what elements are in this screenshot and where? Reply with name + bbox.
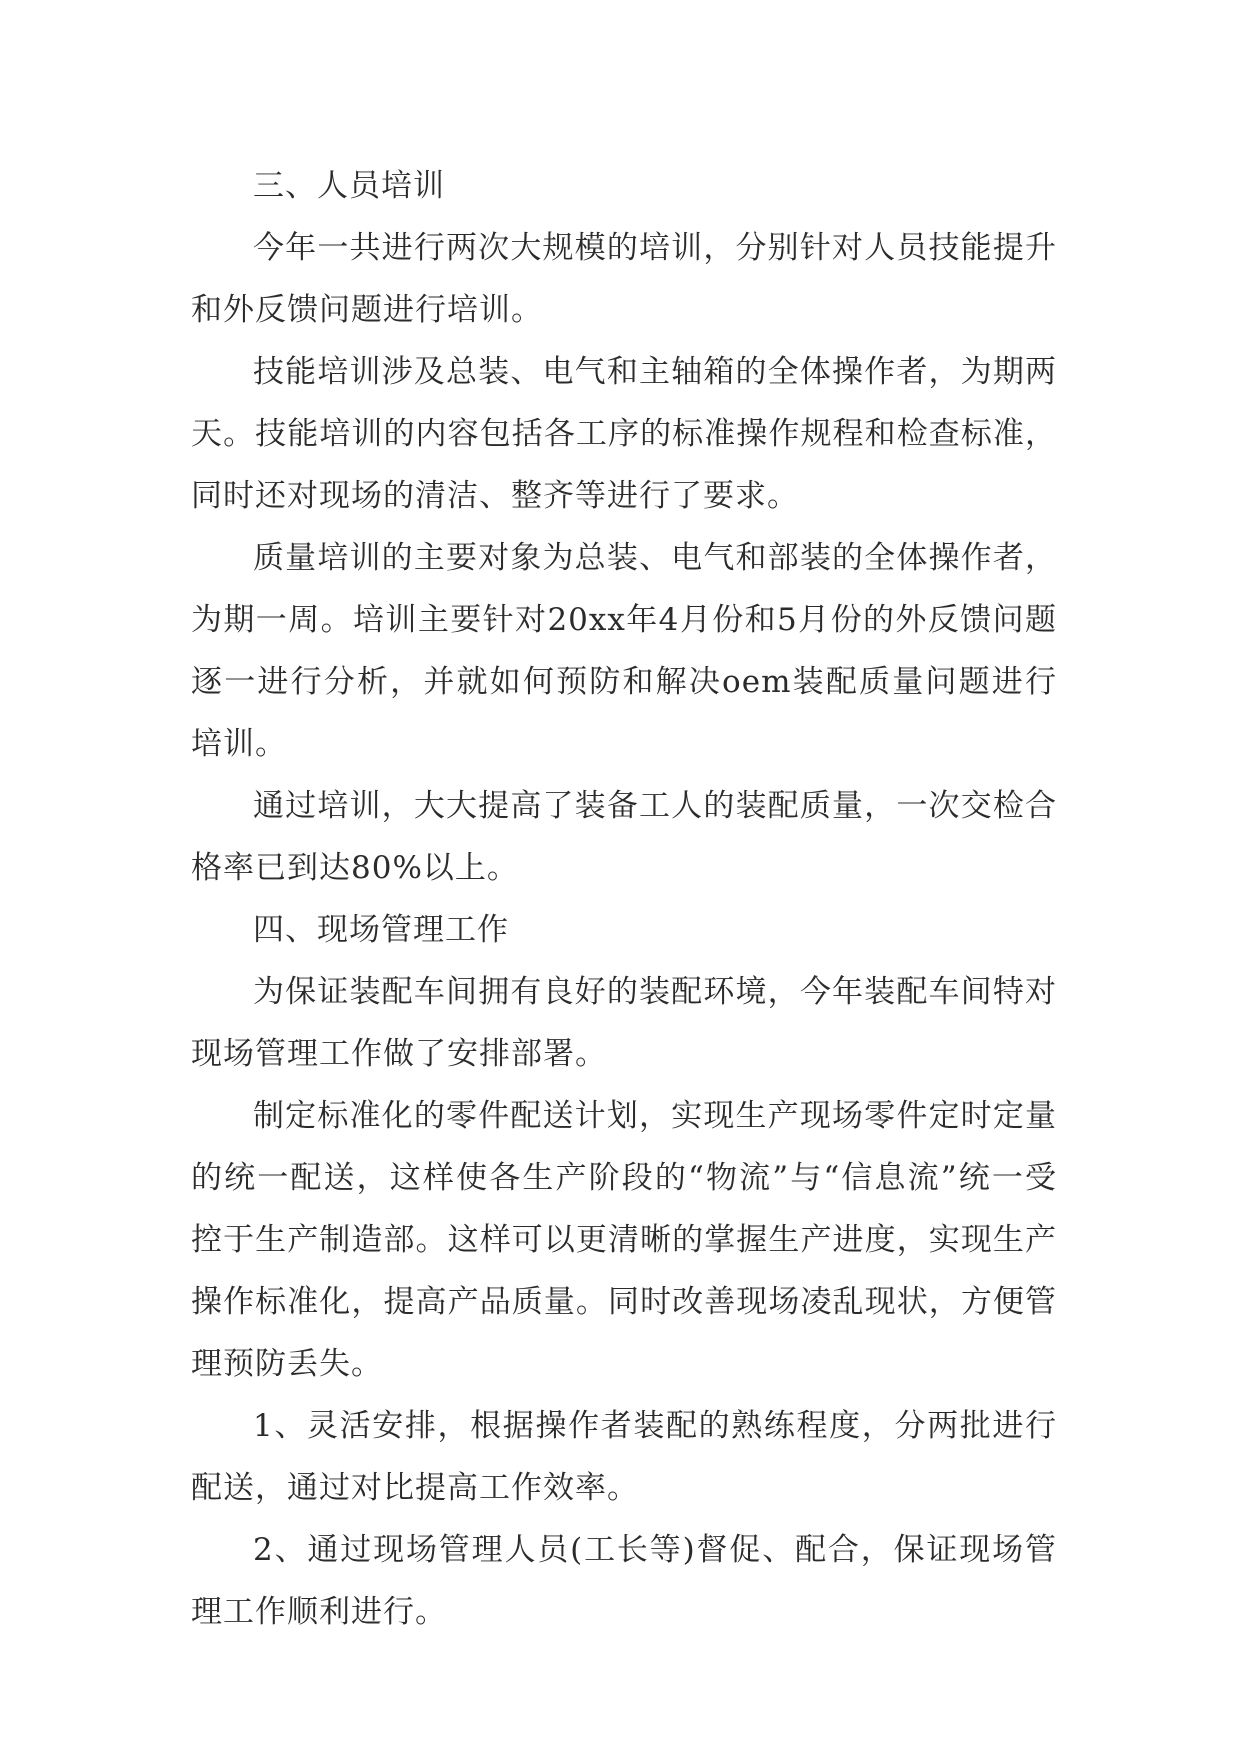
document-body <box>191 155 1057 1643</box>
section-heading-site-management: 四、现场管理工作 <box>253 912 509 948</box>
list-item: 2、通过现场管理人员(工长等)督促、配合，保证现场管理工作顺利进行。 <box>191 1532 1057 1630</box>
paragraph: 为保证装配车间拥有良好的装配环境，今年装配车间特对现场管理工作做了安排部署。 <box>191 974 1057 1072</box>
paragraph: 质量培训的主要对象为总装、电气和部装的全体操作者，为期一周。培训主要针对20xx年4月份和5月份的外反馈问题逐一进行分析，并就如何预防和解决oem装配质量问题进行培训。 <box>191 540 1057 762</box>
paragraph: 通过培训，大大提高了装备工人的装配质量，一次交检合格率已到达80%以上。 <box>191 788 1057 886</box>
section-heading-personnel-training: 三、人员培训 <box>253 168 445 204</box>
paragraph: 今年一共进行两次大规模的培训，分别针对人员技能提升和外反馈问题进行培训。 <box>191 230 1057 328</box>
paragraph: 技能培训涉及总装、电气和主轴箱的全体操作者，为期两天。技能培训的内容包括各工序的标准操作规程和检查标准，同时还对现场的清洁、整齐等进行了要求。 <box>191 354 1057 514</box>
list-item: 1、灵活安排，根据操作者装配的熟练程度，分两批进行配送，通过对比提高工作效率。 <box>191 1408 1057 1506</box>
paragraph: 制定标准化的零件配送计划，实现生产现场零件定时定量的统一配送，这样使各生产阶段的“物流”与“信息流”统一受控于生产制造部。这样可以更清晰的掌握生产进度，实现生产操作标准化，提高产品质量。同时改善现场凌乱现状，方便管理预防丢失。 <box>191 1098 1057 1382</box>
